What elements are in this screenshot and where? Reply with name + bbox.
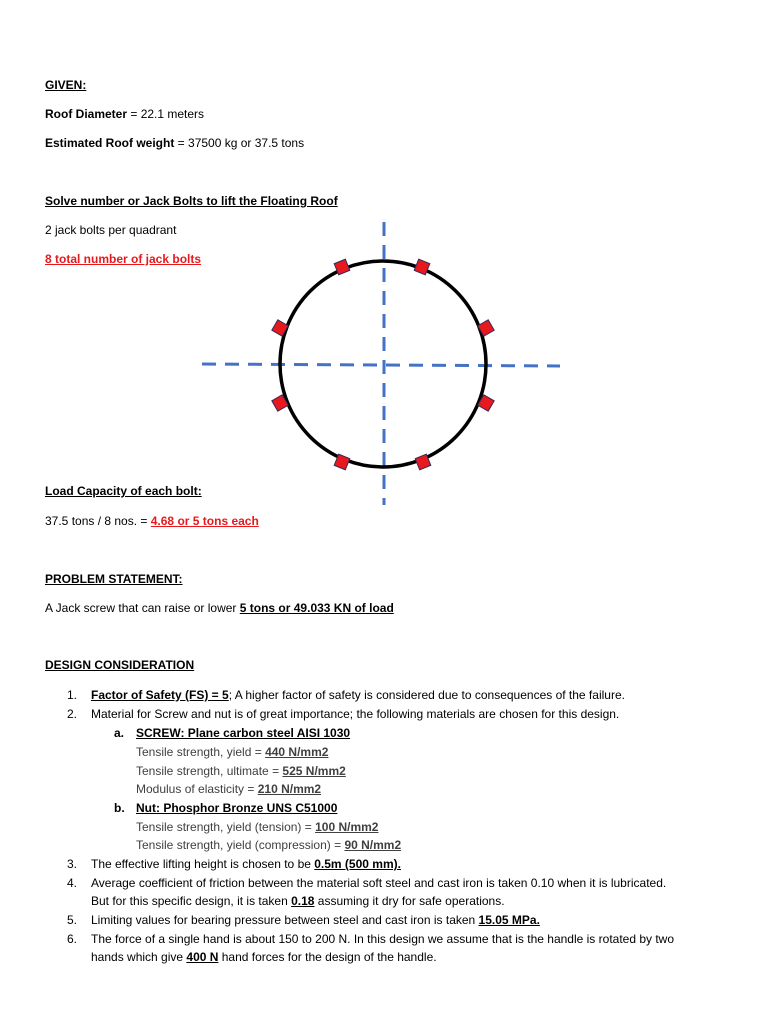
nut-title: Nut: Phosphor Bronze UNS C51000 xyxy=(136,801,338,815)
prop-label: Tensile strength, yield = xyxy=(136,745,266,759)
problem-text: A Jack screw that can raise or lower xyxy=(45,601,240,615)
prop-label: Tensile strength, ultimate = xyxy=(136,764,283,778)
item-text: But for this specific design, it is taken xyxy=(91,894,292,908)
jack-bolts-heading: Solve number or Jack Bolts to lift the Floating Roof xyxy=(45,194,338,208)
item-number: 5. xyxy=(67,913,78,927)
roof-weight-label: Estimated Roof weight xyxy=(45,136,175,150)
screw-prop xyxy=(136,745,328,760)
item-text: assuming it dry for safe operations. xyxy=(314,894,505,908)
prop-label: Modulus of elasticity = xyxy=(136,782,258,796)
load-capacity-line xyxy=(45,514,259,529)
design-item-4-line-1: Average coefficient of friction between the material soft steel and cast iron is taken 0.10 when it is lubricated. xyxy=(91,876,667,890)
screw-prop xyxy=(136,782,321,797)
screw-prop xyxy=(136,764,346,779)
nut-prop xyxy=(136,820,378,835)
prop-value: 440 N/mm2 xyxy=(265,745,329,759)
roof-weight-value: = 37500 kg or 37.5 tons xyxy=(174,136,305,150)
item-value: 15.05 MPa. xyxy=(478,913,540,927)
item-value: 0.5m (500 mm). xyxy=(314,857,401,871)
design-item-4-line-2 xyxy=(91,894,505,909)
fs-text: ; A higher factor of safety is considered due to consequences of the failure. xyxy=(228,688,625,702)
screw-title: SCREW: Plane carbon steel AISI 1030 xyxy=(136,726,351,740)
load-capacity-heading: Load Capacity of each bolt: xyxy=(45,484,202,498)
item-value: 400 N xyxy=(186,950,219,964)
item-number: 2. xyxy=(67,707,78,721)
per-quadrant-text: 2 jack bolts per quadrant xyxy=(45,223,177,237)
design-heading: DESIGN CONSIDERATION xyxy=(45,658,195,672)
load-result: 4.68 or 5 tons each xyxy=(150,514,259,528)
design-item-5 xyxy=(91,913,540,928)
prop-value: 100 N/mm2 xyxy=(315,820,379,834)
design-item-6-line-2 xyxy=(91,950,437,965)
prop-label: Tensile strength, yield (compression) = xyxy=(136,838,345,852)
design-item-1 xyxy=(91,688,625,703)
roof-diameter-label: Roof Diameter xyxy=(45,107,128,121)
prop-value: 210 N/mm2 xyxy=(257,782,322,796)
problem-heading: PROBLEM STATEMENT: xyxy=(45,572,183,586)
item-text: The effective lifting height is chosen to be xyxy=(91,857,315,871)
item-text: Limiting values for bearing pressure between steel and cast iron is taken xyxy=(91,913,479,927)
item-text: hand forces for the design of the handle. xyxy=(218,950,437,964)
nut-prop xyxy=(136,838,401,853)
design-item-3 xyxy=(91,857,401,872)
fs-value: Factor of Safety (FS) = 5 xyxy=(91,688,229,702)
prop-label: Tensile strength, yield (tension) = xyxy=(136,820,316,834)
screw-letter: a. xyxy=(114,726,125,740)
item-text: hands which give xyxy=(91,950,187,964)
load-formula: 37.5 tons / 8 nos. = xyxy=(45,514,151,528)
horizontal-axis xyxy=(202,364,560,366)
design-item-6-line-1: The force of a single hand is about 150 to 200 N. In this design we assume that is the handle is rotated by two xyxy=(91,932,675,946)
item-number: 6. xyxy=(67,932,78,946)
given-heading: GIVEN: xyxy=(45,78,87,92)
item-value: 0.18 xyxy=(291,894,315,908)
total-bolts-text: 8 total number of jack bolts xyxy=(45,252,202,266)
prop-value: 525 N/mm2 xyxy=(282,764,346,778)
item-number: 4. xyxy=(67,876,78,890)
nut-letter: b. xyxy=(114,801,125,815)
roof-diameter-value: = 22.1 meters xyxy=(127,107,205,121)
design-item-2: Material for Screw and nut is of great importance; the following materials are chosen for this design. xyxy=(91,707,620,721)
problem-load: 5 tons or 49.033 KN of load xyxy=(239,601,394,615)
item-number: 1. xyxy=(67,688,78,702)
item-number: 3. xyxy=(67,857,78,871)
prop-value: 90 N/mm2 xyxy=(344,838,402,852)
problem-line xyxy=(45,601,394,616)
